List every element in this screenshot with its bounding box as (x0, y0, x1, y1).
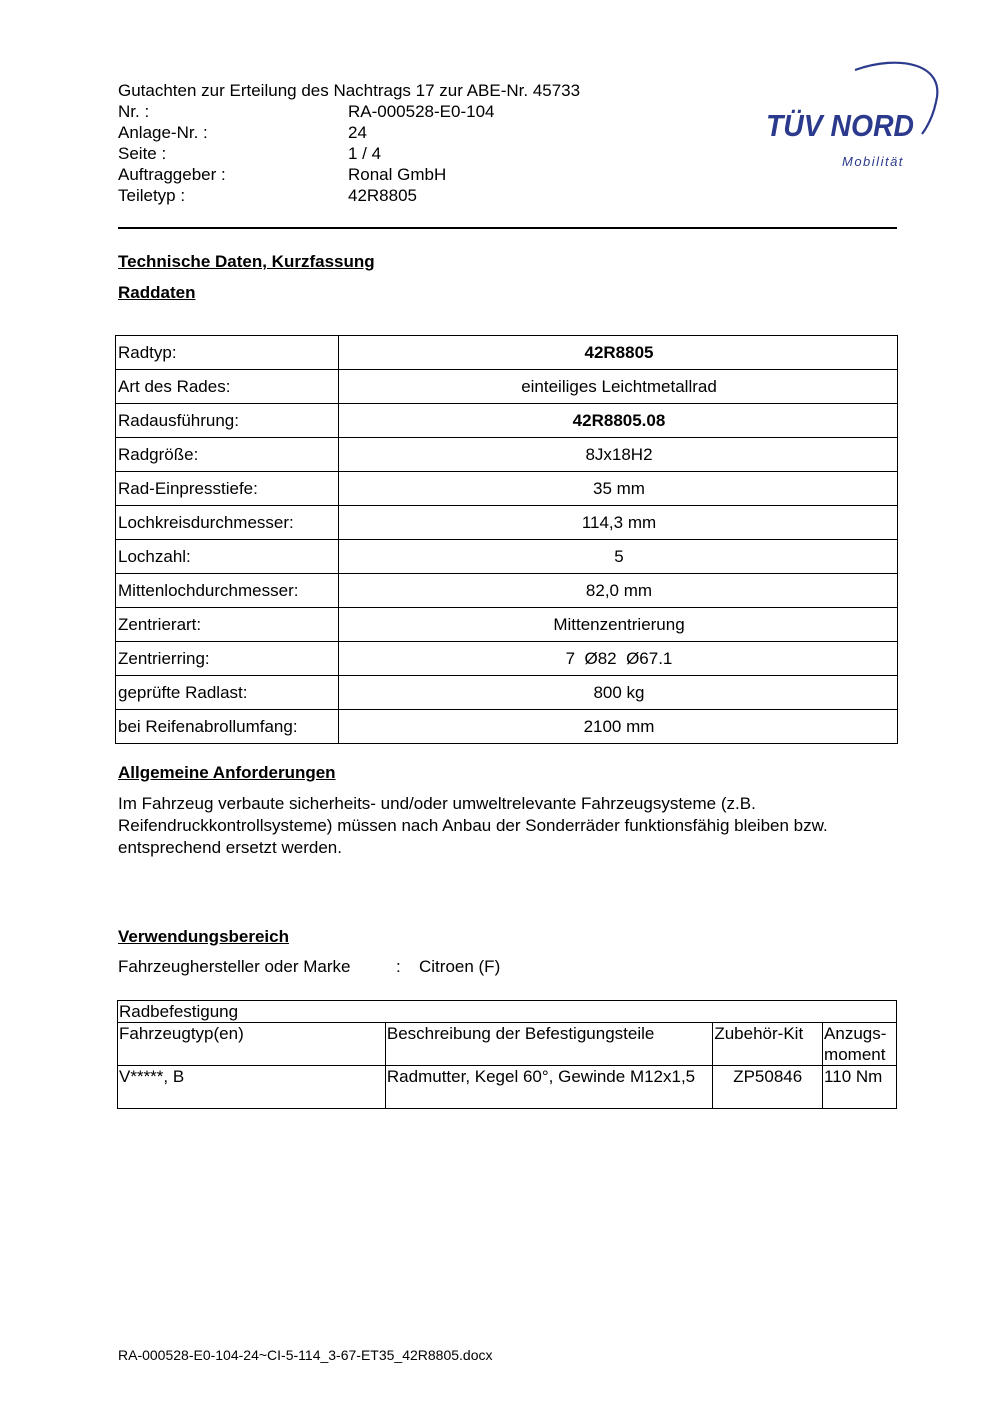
header-value: 42R8805 (348, 186, 418, 205)
row-value: einteiliges Leichtmetallrad (339, 370, 898, 404)
row-label: Art des Rades: (116, 370, 339, 404)
row-value: 8Jx18H2 (339, 438, 898, 472)
header-value: RA-000528-E0-104 (348, 102, 495, 121)
svg-text:Mobilität: Mobilität (842, 154, 904, 169)
row-label: Zentrierring: (116, 642, 339, 676)
row-value: 5 (339, 540, 898, 574)
row-value: 7 Ø82 Ø67.1 (339, 642, 898, 676)
section-heading-allgemeine-anforderungen: Allgemeine Anforderungen (118, 763, 336, 782)
header-row-auftraggeber (118, 164, 580, 185)
row-value: 42R8805 (339, 336, 898, 370)
header-row-anlage (118, 122, 580, 143)
tuv-nord-logo (760, 56, 942, 172)
hersteller-row (118, 957, 500, 977)
table-row (118, 1066, 897, 1109)
row-label: Rad-Einpresstiefe: (116, 472, 339, 506)
row-label: Mittenlochdurchmesser: (116, 574, 339, 608)
table-cell: ZP50846 (713, 1066, 823, 1109)
header-value: 24 (348, 123, 367, 142)
table-header-row (118, 1023, 897, 1066)
row-label: geprüfte Radlast: (116, 676, 339, 710)
row-value: 2100 mm (339, 710, 898, 744)
row-value: 114,3 mm (339, 506, 898, 540)
row-value: Mittenzentrierung (339, 608, 898, 642)
hersteller-separator: : (396, 957, 401, 976)
table-row (116, 540, 898, 574)
header-row-teiletyp (118, 185, 580, 206)
column-header: Zubehör-Kit (713, 1023, 823, 1066)
table-cell: 110 Nm (823, 1066, 897, 1109)
header-label: Auftraggeber : (118, 165, 226, 184)
table-row (116, 472, 898, 506)
row-label: Radgröße: (116, 438, 339, 472)
section-heading-raddaten: Raddaten (118, 283, 196, 302)
hersteller-value: Citroen (F) (419, 957, 501, 976)
row-label: Lochkreisdurchmesser: (116, 506, 339, 540)
row-value: 35 mm (339, 472, 898, 506)
hersteller-label: Fahrzeughersteller oder Marke (118, 957, 351, 976)
document-footer: RA-000528-E0-104-24~CI-5-114_3-67-ET35_42R8805.docx (118, 1347, 493, 1363)
table-row (116, 710, 898, 744)
tuv-nord-logo-graphic (760, 56, 942, 172)
row-value: 800 kg (339, 676, 898, 710)
table-row (116, 608, 898, 642)
radbefestigung-table (117, 1000, 897, 1109)
section-heading-verwendungsbereich: Verwendungsbereich (118, 927, 289, 946)
header-divider (118, 227, 897, 229)
column-header: Fahrzeugtyp(en) (118, 1023, 386, 1066)
header-row-nr (118, 101, 580, 122)
row-label: bei Reifenabrollumfang: (116, 710, 339, 744)
allgemeine-anforderungen-text: Im Fahrzeug verbaute sicherheits- und/oder umweltrelevante Fahrzeugsysteme (z.B. Reifendruckkontrollsysteme) müssen nach Anbau der Sonderräder funktionsfähig bleiben bzw. entsprechend ersetzt werden. (118, 794, 828, 857)
section-heading-technische-daten: Technische Daten, Kurzfassung (118, 252, 375, 271)
document-title: Gutachten zur Erteilung des Nachtrags 17 zur ABE-Nr. 45733 (118, 81, 581, 100)
header-label: Teiletyp : (118, 186, 186, 205)
row-label: Zentrierart: (116, 608, 339, 642)
row-value: 82,0 mm (339, 574, 898, 608)
table-row (116, 404, 898, 438)
table-row (116, 676, 898, 710)
header-value: Ronal GmbH (348, 165, 447, 184)
header-label: Seite : (118, 144, 167, 163)
table-title: Radbefestigung (118, 1001, 897, 1023)
row-label: Radausführung: (116, 404, 339, 438)
header-label: Nr. : (118, 102, 150, 121)
document-header (118, 80, 580, 206)
table-title-row (118, 1001, 897, 1023)
column-header: Beschreibung der Befestigungsteile (385, 1023, 712, 1066)
row-label: Lochzahl: (116, 540, 339, 574)
row-label: Radtyp: (116, 336, 339, 370)
column-header: Anzugs-moment (823, 1023, 897, 1066)
header-value: 1 / 4 (348, 144, 382, 163)
table-cell: V*****, B (118, 1066, 386, 1109)
svg-text:TÜV NORD: TÜV NORD (766, 108, 914, 143)
table-cell: Radmutter, Kegel 60°, Gewinde M12x1,5 (385, 1066, 712, 1109)
row-value: 42R8805.08 (339, 404, 898, 438)
header-label: Anlage-Nr. : (118, 123, 208, 142)
table-row (116, 574, 898, 608)
header-row-seite (118, 143, 580, 164)
table-row (116, 438, 898, 472)
raddaten-table (115, 335, 898, 744)
table-row (116, 642, 898, 676)
table-row (116, 506, 898, 540)
table-row (116, 336, 898, 370)
table-row (116, 370, 898, 404)
